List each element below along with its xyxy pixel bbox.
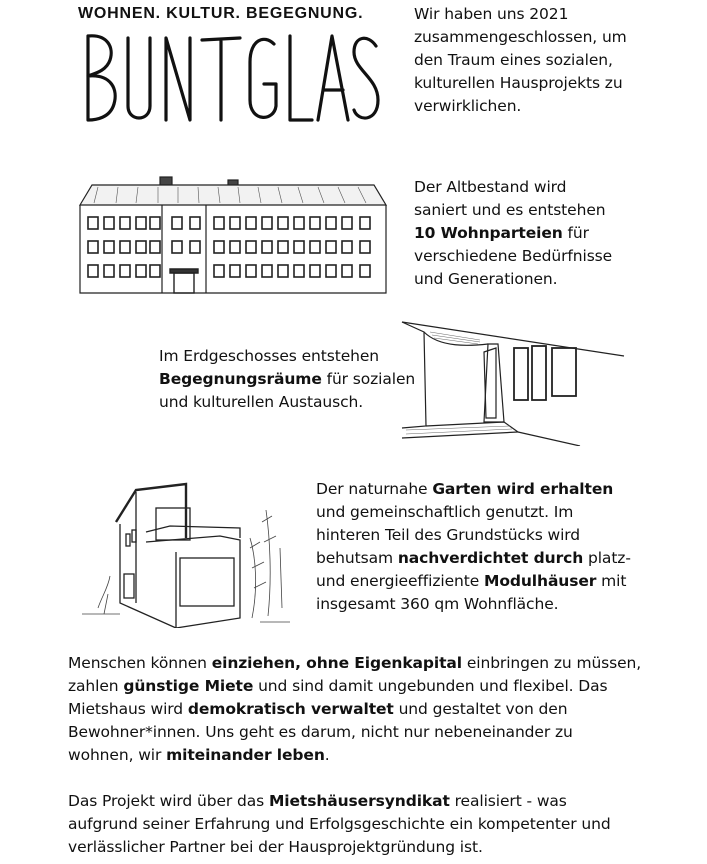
text-span: wohnen, wir [68,746,167,764]
bold-text: 10 Wohnparteien [414,224,563,242]
text-line: verschiedene Bedürfnisse [414,247,613,265]
bold-text: Garten wird erhalten [432,480,614,498]
text-line: verlässlicher Partner bei der Hausprojektgründung ist. [68,838,483,856]
intro-line: den Traum eines sozialen, [414,51,613,69]
building-window [294,241,304,253]
text-line: saniert und es entstehen [414,201,606,219]
building-window [120,217,130,229]
text-line: Bewohner*innen. Uns geht es darum, nicht nur nebeneinander zu [68,723,573,741]
bold-text: einziehen, ohne Eigenkapital [211,654,462,672]
text-line [68,675,641,698]
paragraph-syndikat [68,790,611,859]
building-window [326,241,336,253]
bold-text: miteinander leben [166,746,325,764]
text-line: hinteren Teil des Grundstücks wird [316,526,581,544]
old-building-illustration [78,175,390,295]
text-span: Das Projekt wird über das [68,792,269,810]
text-span: Menschen können [68,654,212,672]
text-span: Der naturnahe [316,480,433,498]
text-span: und gestaltet von den [393,700,568,718]
interior-illustration [400,318,628,446]
building-window [294,265,304,277]
building-window [104,241,114,253]
building-window [262,217,272,229]
building-window [214,241,224,253]
text-line [68,698,641,721]
text-span: platz- [583,549,631,567]
building-window [360,265,370,277]
text-span: . [324,746,330,764]
building-window [342,265,352,277]
building-window [278,217,288,229]
building-window [88,217,98,229]
building-window [150,217,160,229]
building-window [230,265,240,277]
building-window [310,265,320,277]
building-window [104,217,114,229]
building-window [360,241,370,253]
text-span: mit [596,572,627,590]
building-window [88,241,98,253]
intro-text [414,3,627,118]
text-span: behutsam [316,549,398,567]
text-line [316,547,631,570]
building-window [136,265,146,277]
building-window [214,217,224,229]
building-window [342,217,352,229]
text-line: insgesamt 360 qm Wohnfläche. [316,595,559,613]
text-line [316,570,631,593]
bold-text: Begegnungsräume [159,370,322,388]
intro-line: Wir haben uns 2021 [414,5,569,23]
building-window [246,217,256,229]
building-window [172,217,182,229]
text-span: Mietshaus wird [68,700,188,718]
building-window [190,217,200,229]
building-window [230,241,240,253]
text-line [68,744,641,767]
text-line [159,368,415,391]
intro-line: kulturellen Hausprojekts zu [414,74,623,92]
garten-text [316,478,631,616]
building-window [342,241,352,253]
building-window [190,241,200,253]
building-window [104,265,114,277]
text-line: und gemeinschaftlich genutzt. Im [316,503,574,521]
building-window [294,217,304,229]
bold-text: Modulhäuser [484,572,597,590]
building-window [214,265,224,277]
text-span: realisiert - was [449,792,567,810]
text-span: zahlen [68,677,124,695]
text-line [68,790,611,813]
building-window [246,241,256,253]
building-window [326,265,336,277]
text-line [414,222,612,245]
text-span: für sozialen [321,370,416,388]
altbestand-text [414,176,612,291]
text-line [316,478,631,501]
text-span: einbringen zu müssen, [462,654,642,672]
building-window [310,217,320,229]
building-window [150,241,160,253]
text-line: und Generationen. [414,270,558,288]
building-window [278,265,288,277]
bold-text: günstige Miete [123,677,254,695]
building-window [120,265,130,277]
building-window [246,265,256,277]
building-window [150,265,160,277]
text-span: und sind damit ungebunden und flexibel. Das [253,677,608,695]
text-line: und kulturellen Austausch. [159,393,364,411]
text-line: Im Erdgeschosses entstehen [159,347,380,365]
text-span: und energieeffiziente [316,572,484,590]
intro-line: zusammengeschlossen, um [414,28,627,46]
text-span: für [562,224,589,242]
intro-line: verwirklichen. [414,97,522,115]
tagline: WOHNEN. KULTUR. BEGEGNUNG. [78,5,364,22]
paragraph-mietshaus [68,652,641,767]
building-window [136,241,146,253]
building-window [172,241,182,253]
building-window [88,265,98,277]
bold-text: demokratisch verwaltet [187,700,394,718]
building-window [230,217,240,229]
building-window [310,241,320,253]
text-line [68,652,641,675]
logo-buntglas [78,22,383,132]
bold-text: Mietshäusersyndikat [268,792,450,810]
erdgeschoss-text [159,345,415,414]
building-window [136,217,146,229]
building-window [262,265,272,277]
building-window [278,241,288,253]
building-window [262,241,272,253]
building-window [326,217,336,229]
building-window [120,241,130,253]
text-line: Der Altbestand wird [414,178,567,196]
text-line: aufgrund seiner Erfahrung und Erfolgsgeschichte ein kompetenter und [68,815,611,833]
building-window [360,217,370,229]
modular-house-illustration [80,478,300,628]
bold-text: nachverdichtet durch [397,549,584,567]
